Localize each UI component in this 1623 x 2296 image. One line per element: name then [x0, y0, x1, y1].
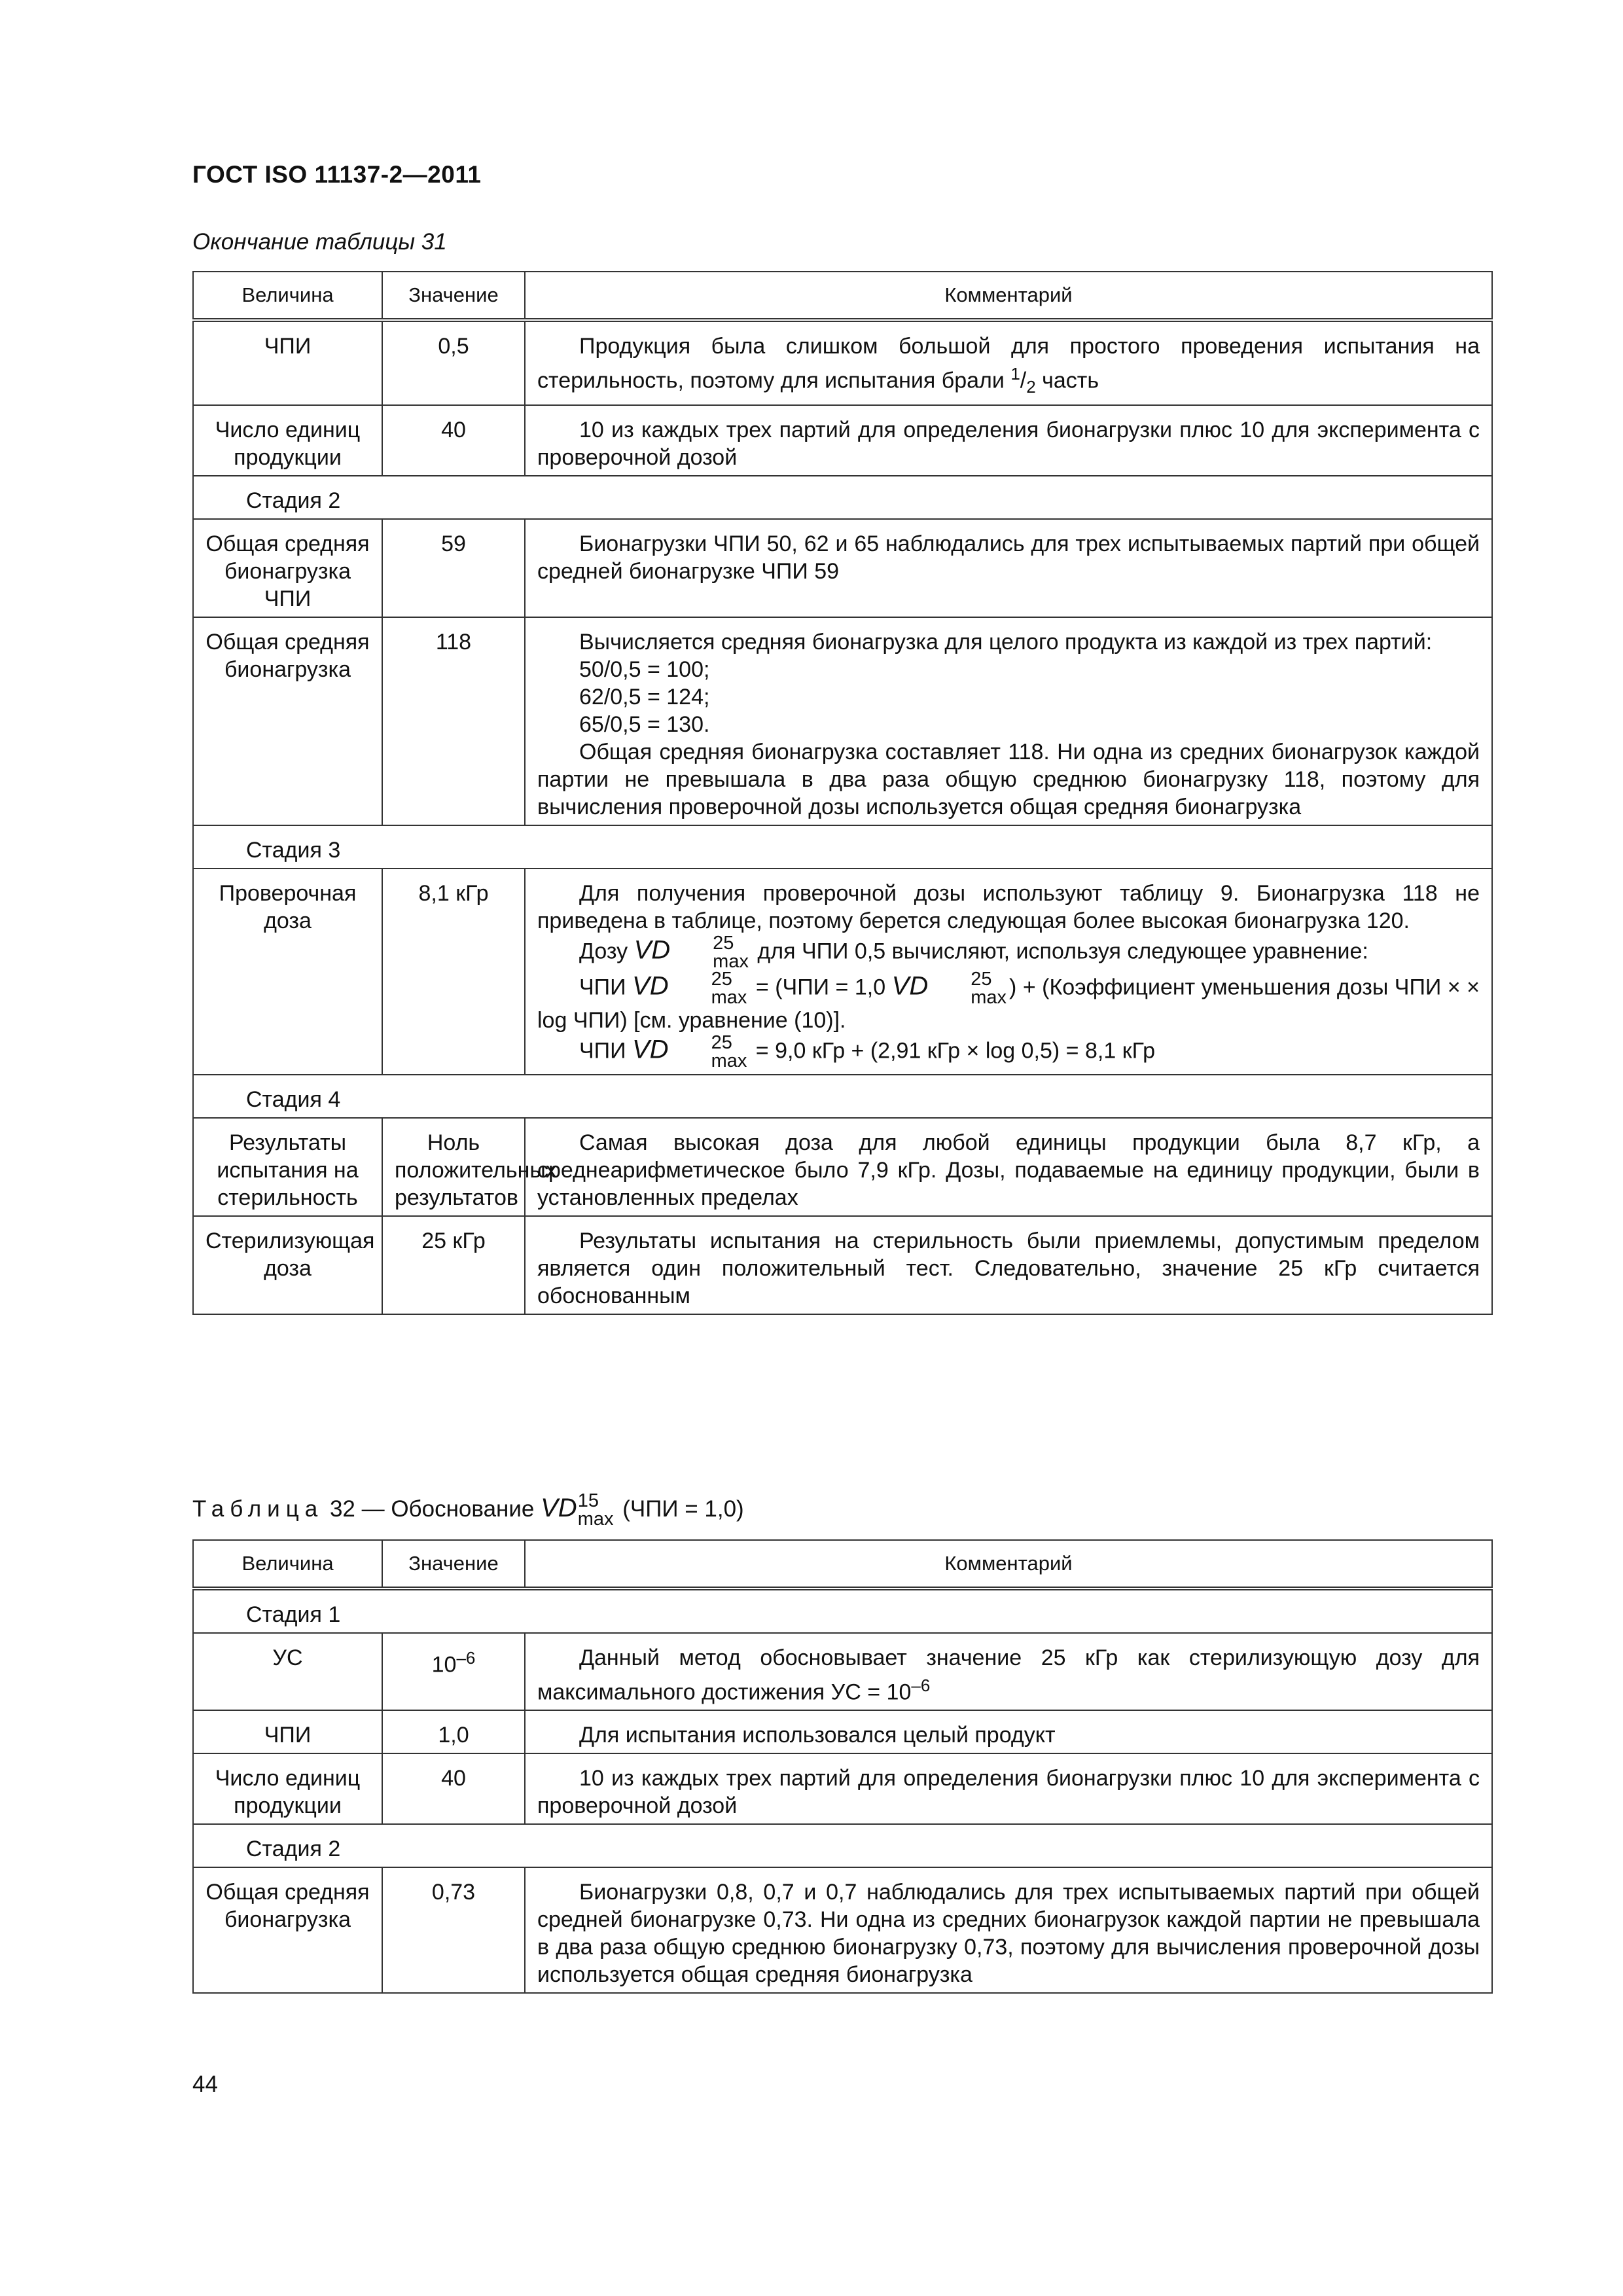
- row-name: УС: [193, 1633, 382, 1710]
- table-row: [193, 1710, 1492, 1753]
- column-header-comment: Комментарий: [525, 272, 1492, 320]
- table-row: [193, 1633, 1492, 1710]
- table-row: [193, 1216, 1492, 1314]
- row-value: 25 кГр: [382, 1216, 525, 1314]
- stage-label: Стадия 4: [193, 1075, 1492, 1118]
- table-row: [193, 320, 1492, 405]
- row-comment: Самая высокая доза для любой единицы продукции была 8,7 кГр, а среднеарифметическое было 7,9 кГр. Дозы, подаваемые на единицу продукции, были в установленных пределах: [525, 1118, 1492, 1216]
- column-header-comment: Комментарий: [525, 1540, 1492, 1588]
- table-row: [193, 617, 1492, 825]
- table-row: [193, 1753, 1492, 1824]
- row-value: 0,73: [382, 1867, 525, 1993]
- row-value: 40: [382, 1753, 525, 1824]
- stage-row: [193, 1824, 1492, 1867]
- vd-scripts: 25 max: [711, 1032, 747, 1071]
- stage-label: Стадия 2: [193, 476, 1492, 519]
- stage-row: [193, 476, 1492, 519]
- table-header-row: [193, 272, 1492, 320]
- row-comment: Бионагрузки 0,8, 0,7 и 0,7 наблюдались для трех испытываемых партий при общей средней бионагрузке 0,73. Ни одна из средних бионагрузок каждой партии не превышала в два раза общую среднюю бионагрузку 0,73, поэтому для вычисления проверочной дозы используется общая средняя бионагрузка: [525, 1867, 1492, 1993]
- table-31: [192, 271, 1493, 1315]
- table-32: [192, 1539, 1493, 1994]
- exponent: –6: [911, 1676, 931, 1695]
- table31-caption: Окончание таблицы 31: [192, 229, 447, 255]
- stage-label: Стадия 1: [193, 1588, 1492, 1633]
- table-row: [193, 519, 1492, 617]
- table-header-row: [193, 1540, 1492, 1588]
- row-value: 40: [382, 405, 525, 476]
- column-header-value: Значение: [382, 1540, 525, 1588]
- document-header: ГОСТ ISO 11137-2—2011: [192, 161, 482, 188]
- table-row: [193, 869, 1492, 1075]
- vd-scripts: 25 max: [971, 969, 1007, 1008]
- row-name: Общая средняя бионагрузка: [193, 1867, 382, 1993]
- row-name: Результаты испытания на стерильность: [193, 1118, 382, 1216]
- table-row: [193, 1118, 1492, 1216]
- row-comment: Для испытания использовался целый продукт: [525, 1710, 1492, 1753]
- table-row: [193, 405, 1492, 476]
- row-comment: Продукция была слишком большой для простого проведения испытания на стерильность, поэтому для испытания брали $^1/_2$ часть: [525, 320, 1492, 405]
- stage-row: [193, 1075, 1492, 1118]
- fraction-denominator: 2: [1026, 377, 1036, 397]
- stage-row: [193, 1588, 1492, 1633]
- table-row: [193, 1867, 1492, 1993]
- row-value: 8,1 кГр: [382, 869, 525, 1075]
- row-name: ЧПИ: [193, 320, 382, 405]
- row-value: $10^{-6}$: [382, 1633, 525, 1710]
- vd-symbol: VD: [632, 1035, 669, 1064]
- row-value: 1,0: [382, 1710, 525, 1753]
- vd-symbol: VD: [632, 971, 669, 1001]
- row-comment: Для получения проверочной дозы используют таблицу 9. Бионагрузка 118 не приведена в таблице, поэтому берется следующая более высокая бионагрузка 120. Дозу VD 25 max для ЧПИ 0,5 вычисляют, используя следующее уравнение: ЧПИ VD 25 max = (ЧПИ = 1,0 VD 25 max ) + (Коэффициент уменьшения дозы ЧПИ × × log ЧПИ) [см. уравнение (10)]. ЧПИ VD 25 max = 9,0 кГр + (2,91 кГр × log 0,5) = 8,1 кГр: [525, 869, 1492, 1075]
- row-value: 0,5: [382, 320, 525, 405]
- stage-row: [193, 825, 1492, 869]
- row-value: 59: [382, 519, 525, 617]
- table32-caption: Таблица 32 — Обоснование VD 15 max (ЧПИ = 1,0): [192, 1490, 744, 1530]
- vd-symbol: VD: [891, 971, 929, 1001]
- vd-symbol: VD: [633, 935, 671, 965]
- row-value: Ноль положительных результатов: [382, 1118, 525, 1216]
- row-name: Число единиц продукции: [193, 1753, 382, 1824]
- vd-scripts: 25 max: [711, 969, 747, 1008]
- fraction-numerator: 1: [1010, 364, 1020, 384]
- vd-symbol: VD: [541, 1493, 577, 1522]
- column-header-value: Значение: [382, 272, 525, 320]
- row-name: Стерилизующая доза: [193, 1216, 382, 1314]
- row-comment: Данный метод обосновывает значение 25 кГр как стерилизующую дозу для максимального достижения УС = $10^{-6}$: [525, 1633, 1492, 1710]
- row-value: 118: [382, 617, 525, 825]
- row-comment: 10 из каждых трех партий для определения бионагрузки плюс 10 для эксперимента с проверочной дозой: [525, 1753, 1492, 1824]
- stage-label: Стадия 2: [193, 1824, 1492, 1867]
- row-name: ЧПИ: [193, 1710, 382, 1753]
- column-header-quantity: Величина: [193, 1540, 382, 1588]
- vd-scripts: 15 max: [577, 1490, 614, 1530]
- exponent: –6: [456, 1648, 476, 1668]
- row-comment: Результаты испытания на стерильность были приемлемы, допустимым пределом является один положительный тест. Следовательно, значение 25 кГр считается обоснованным: [525, 1216, 1492, 1314]
- row-comment: 10 из каждых трех партий для определения бионагрузки плюс 10 для эксперимента с проверочной дозой: [525, 405, 1492, 476]
- row-name: Общая средняя бионагрузка ЧПИ: [193, 519, 382, 617]
- row-name: Проверочная доза: [193, 869, 382, 1075]
- page-number: 44: [192, 2072, 218, 2097]
- stage-label: Стадия 3: [193, 825, 1492, 869]
- vd-scripts: 25 max: [713, 933, 749, 972]
- row-name: Число единиц продукции: [193, 405, 382, 476]
- column-header-quantity: Величина: [193, 272, 382, 320]
- row-comment: Вычисляется средняя бионагрузка для целого продукта из каждой из трех партий: 50/0,5 = 100; 62/0,5 = 124; 65/0,5 = 130. Общая средняя бионагрузка составляет 118. Ни одна из средних бионагрузок каждой партии не превышала в два раза общую среднюю бионагрузку 118, поэтому для вычисления проверочной дозы используется общая средняя бионагрузка: [525, 617, 1492, 825]
- row-name: Общая средняя бионагрузка: [193, 617, 382, 825]
- row-comment: Бионагрузки ЧПИ 50, 62 и 65 наблюдались для трех испытываемых партий при общей средней бионагрузке ЧПИ 59: [525, 519, 1492, 617]
